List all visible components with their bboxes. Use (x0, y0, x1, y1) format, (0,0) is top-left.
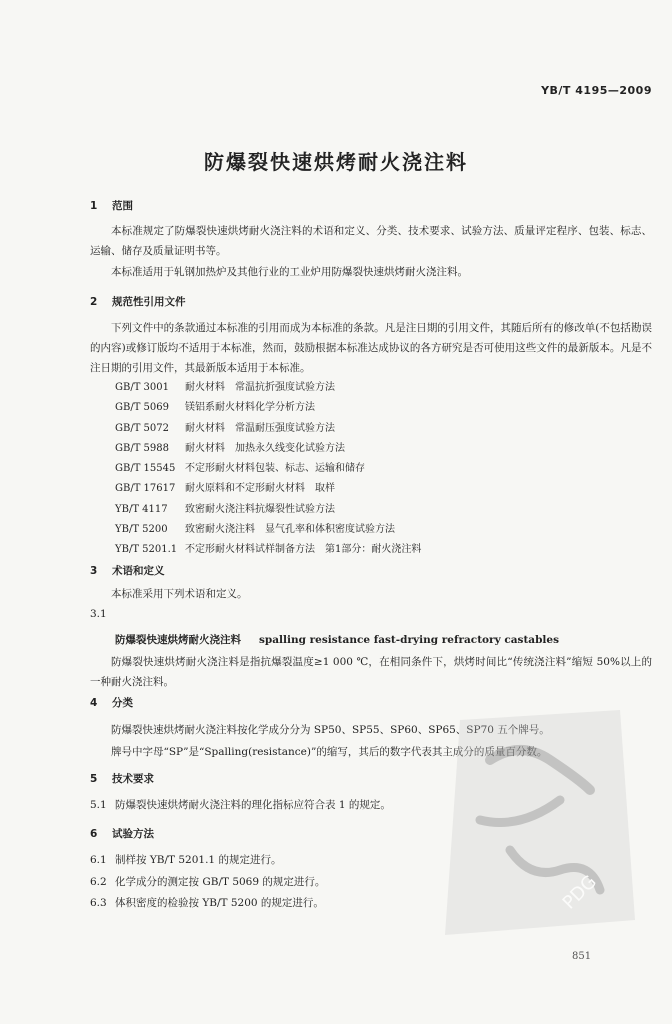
section-2-intro: 下列文件中的条款通过本标准的引用而成为本标准的条款。凡是注日期的引用文件，其随后所有的修改单(不包括勘误的内容)或修订版均不适用于本标准，然而，鼓励根据本标准达成协议的各方研究是否可使用这些文件的最新版本。凡是不注日期的引用文件，其最新版本适用于本标准。 (90, 322, 652, 374)
section-3-intro: 本标准采用下列术语和定义。 (111, 588, 248, 600)
page-number: 851 (572, 951, 592, 962)
clause-5-1: 5.1 防爆裂快速烘烤耐火浇注料的理化指标应符合表 1 的规定。 (90, 799, 391, 811)
section-4-para-1: 防爆裂快速烘烤耐火浇注料按化学成分分为 SP50、SP55、SP60、SP65、SP70 五个牌号。 (111, 724, 550, 736)
reference-item: GB/T 3001 耐火材料 常温抗折强度试验方法 (115, 382, 335, 393)
section-6-heading: 6 试验方法 (90, 828, 154, 840)
section-1-para-1: 本标准规定了防爆裂快速烘烤耐火浇注料的术语和定义、分类、技术要求、试验方法、质量评定程序、包装、标志、运输、储存及质量证明书等。 (90, 225, 652, 257)
reference-item: GB/T 15545 不定形耐火材料包装、标志、运输和储存 (115, 463, 365, 475)
section-2-heading: 2 规范性引用文件 (90, 296, 186, 308)
reference-item: YB/T 4117 致密耐火浇注料抗爆裂性试验方法 (115, 503, 335, 515)
clause-6-3: 6.3 体积密度的检验按 YB/T 5200 的规定进行。 (90, 897, 324, 909)
term-definition: 防爆裂快速烘烤耐火浇注料是指抗爆裂温度≥1 000 ℃，在相同条件下，烘烤时间比“传统浇注料”缩短 50%以上的一种耐火浇注料。 (90, 656, 652, 688)
section-4-heading: 4 分类 (90, 697, 133, 709)
watermark-label: PDG (558, 871, 601, 914)
section-1-para-2: 本标准适用于轧钢加热炉及其他行业的工业炉用防爆裂快速烘烤耐火浇注料。 (111, 266, 468, 278)
reference-item: GB/T 5988 耐火材料 加热永久线变化试验方法 (115, 442, 345, 454)
standard-number: YB/T 4195—2009 (541, 84, 652, 97)
reference-list (115, 378, 421, 561)
reference-item: GB/T 5072 耐火材料 常温耐压强度试验方法 (115, 422, 335, 434)
section-3-heading: 3 术语和定义 (90, 565, 165, 577)
section-1-heading: 1 范围 (90, 200, 133, 212)
reference-item: YB/T 5201.1 不定形耐火材料试样制备方法 第1部分：耐火浇注料 (115, 544, 422, 556)
section-5-heading: 5 技术要求 (90, 773, 154, 785)
reference-item: GB/T 17617 耐火原料和不定形耐火材料 取样 (115, 483, 335, 495)
reference-item: YB/T 5200 致密耐火浇注料 显气孔率和体积密度试验方法 (115, 524, 395, 536)
reference-item: GB/T 5069 镁铝系耐火材料化学分析方法 (115, 402, 315, 414)
page-title: 防爆裂快速烘烤耐火浇注料 (204, 150, 468, 174)
term-number: 3.1 (90, 608, 107, 620)
watermark-stamp (420, 700, 650, 940)
term-name: 防爆裂快速烘烤耐火浇注料 spalling resistance fast-drying refractory castables (115, 634, 560, 646)
section-4-para-2: 牌号中字母“SP”是“Spalling(resistance)”的缩写，其后的数字代表其主成分的质量百分数。 (111, 746, 548, 758)
clause-6-1: 6.1 制样按 YB/T 5201.1 的规定进行。 (90, 854, 282, 866)
clause-6-2: 6.2 化学成分的测定按 GB/T 5069 的规定进行。 (90, 876, 326, 888)
